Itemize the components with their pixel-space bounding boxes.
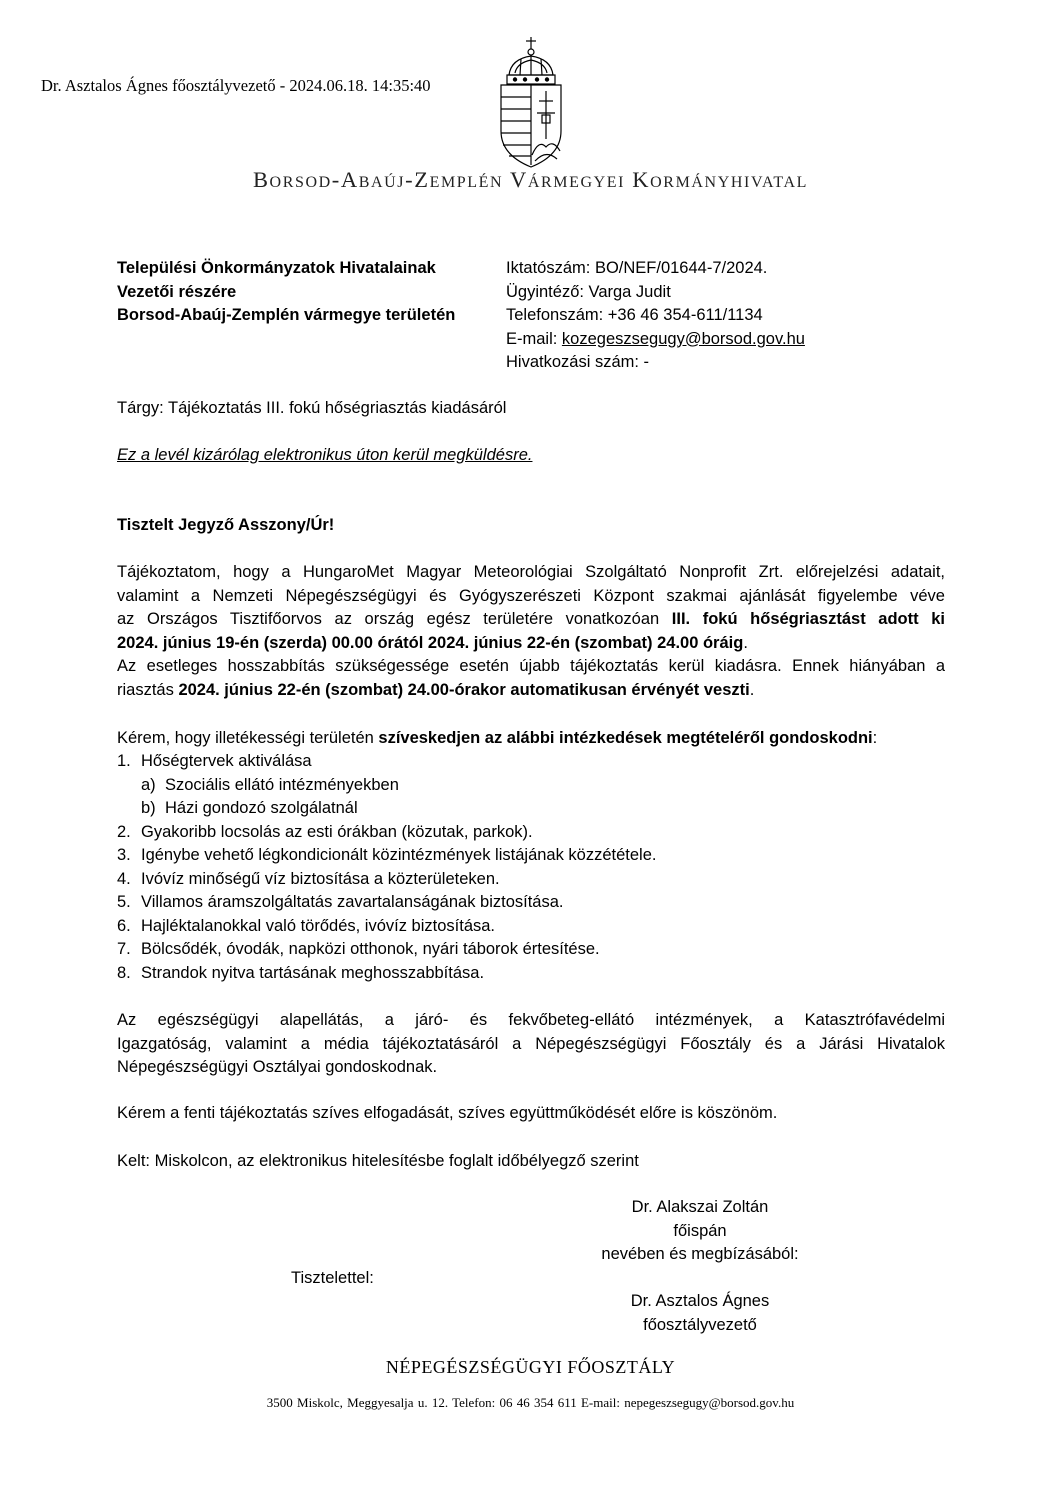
item-text: Bölcsődék, óvodák, napközi otthonok, nyári táborok értesítése. xyxy=(141,940,600,958)
recipient-line: Borsod-Abaúj-Zemplén vármegye területén xyxy=(117,306,456,324)
item-number: 5. xyxy=(117,893,131,911)
item-number: 7. xyxy=(117,940,131,958)
paragraph-line: Tájékoztatom, hogy a HungaroMet Magyar Meteorológiai Szolgáltató Nonprofit Zrt. előrejelzési adatait, xyxy=(117,563,945,581)
on-behalf-text: nevében és megbízásából: xyxy=(601,1245,799,1263)
email-label: E-mail: xyxy=(506,329,562,348)
regards: Tisztelettel: xyxy=(291,1269,374,1287)
paragraph-line xyxy=(117,632,945,656)
item-text: Hajléktalanokkal való törődés, ivóvíz biztosítása. xyxy=(141,916,496,935)
item-text: Házi gondozó szolgálatnál xyxy=(165,799,358,817)
item-number: 4. xyxy=(117,869,131,888)
item-text: Szociális ellátó intézményekben xyxy=(165,775,399,794)
item-number: 1. xyxy=(117,752,131,770)
item-text: Ivóvíz minőségű víz biztosítása a közterületeken. xyxy=(141,869,500,888)
responsibility-paragraph xyxy=(117,1009,945,1080)
bold-span: szíveskedjen az alábbi intézkedések megtételéről gondoskodni xyxy=(378,729,873,747)
notice-paragraph xyxy=(117,561,945,702)
request-line xyxy=(117,727,877,751)
signature-block xyxy=(560,1196,840,1337)
item-text: Villamos áramszolgáltatás zavartalanságának biztosítása. xyxy=(141,893,564,911)
paragraph-line: Igazgatóság, valamint a média tájékoztatásáról a Népegészségügyi Főosztály és a Járási Hivatalok xyxy=(117,1034,945,1053)
paragraph-line xyxy=(117,679,945,703)
administrator: Ügyintéző: Varga Judit xyxy=(506,282,671,301)
text-span: riasztás xyxy=(117,680,179,699)
recipient-block xyxy=(117,257,455,328)
filing-number: Iktatószám: BO/NEF/01644-7/2024. xyxy=(506,259,768,277)
item-number: 6. xyxy=(117,916,131,935)
text-span: . xyxy=(743,633,748,652)
item-number: 8. xyxy=(117,963,131,982)
recipient-line: Vezetői részére xyxy=(117,282,237,301)
signatory-title: főosztályvezető xyxy=(643,1315,757,1334)
item-text: Strandok nyitva tartásának meghosszabbítása. xyxy=(141,963,485,982)
signature-timestamp: Dr. Asztalos Ágnes főosztályvezető - 2024.06.18. 14:35:40 xyxy=(41,76,431,95)
signatory-name: Dr. Asztalos Ágnes xyxy=(630,1292,770,1310)
signatory-title: főispán xyxy=(673,1221,727,1240)
hungarian-coat-of-arms-icon xyxy=(495,35,567,170)
footer-address: 3500 Miskolc, Meggyesalja u. 12. Telefon: 06 46 354 611 E-mail: nepegeszsegugy@borsod.gov.hu xyxy=(266,1395,795,1410)
signatory-name: Dr. Alakszai Zoltán xyxy=(631,1198,769,1216)
phone-number: Telefonszám: +36 46 354-611/1134 xyxy=(506,306,763,324)
reference-info xyxy=(506,257,805,375)
paragraph-line: Az esetleges hosszabbítás szükségessége esetén újabb tájékoztatás kerül kiadásra. Ennek hiányában a xyxy=(117,657,945,675)
text-span: az Országos Tisztifőorvos az ország egész területére vonatkozóan xyxy=(117,610,672,628)
greeting: Tisztelt Jegyző Asszony/Úr! xyxy=(117,516,335,534)
paragraph-line xyxy=(117,608,945,632)
item-text: Gyakoribb locsolás az esti órákban (közutak, parkok). xyxy=(141,822,533,841)
subject-line: Tárgy: Tájékoztatás III. fokú hőségriasztás kiadásáról xyxy=(117,399,507,417)
item-number: 2. xyxy=(117,822,131,841)
bold-span: III. fokú hőségriasztást adott ki xyxy=(671,610,945,628)
item-number: 3. xyxy=(117,846,131,864)
date-place: Kelt: Miskolcon, az elektronikus hitelesítésbe foglalt időbélyegző szerint xyxy=(117,1152,639,1170)
paragraph-line: Az egészségügyi alapellátás, a járó- és fekvőbeteg-ellátó intézmények, a Katasztrófavédelmi xyxy=(117,1011,945,1029)
alert-period: 2024. június 19-én (szerda) 00.00 órától 2024. június 22-én (szombat) 24.00 óráig xyxy=(117,633,744,652)
paragraph-line: valamint a Nemzeti Népegészségügyi és Gyógyszerészeti Központ szakmai ajánlását figyelembe véve xyxy=(117,586,945,605)
item-number: a) xyxy=(141,775,156,794)
closing-request: Kérem a fenti tájékoztatás szíves elfogadását, szíves együttműködését előre is köszönöm. xyxy=(117,1104,778,1122)
electronic-delivery-note: Ez a levél kizárólag elektronikus úton kerül megküldésre. xyxy=(117,446,533,464)
email-row xyxy=(506,328,805,352)
text-span: Kérem, hogy illetékességi területén xyxy=(117,729,379,747)
text-span: : xyxy=(872,729,878,747)
recipient-line: Települési Önkormányzatok Hivatalainak xyxy=(117,259,436,277)
item-number: b) xyxy=(141,799,156,817)
email-link[interactable]: kozegeszsegugy@borsod.gov.hu xyxy=(561,329,805,348)
spacer xyxy=(560,1267,840,1291)
department-name: NÉPEGÉSZSÉGÜGYI FŐOSZTÁLY xyxy=(385,1357,676,1377)
paragraph-line: Népegészségügyi Osztályai gondoskodnak. xyxy=(117,1058,438,1076)
item-text: Hőségtervek aktiválása xyxy=(141,752,312,770)
text-span: . xyxy=(749,680,755,699)
item-text: Igénybe vehető légkondicionált közintézmények listájának közzététele. xyxy=(141,846,657,864)
reference-number: Hivatkozási szám: - xyxy=(506,353,650,371)
expiry-text: 2024. június 22-én (szombat) 24.00-órakor automatikusan érvényét veszti xyxy=(178,680,750,699)
organization-name: Borsod-Abaúj-Zemplén Vármegyei Kormányhivatal xyxy=(252,167,809,192)
